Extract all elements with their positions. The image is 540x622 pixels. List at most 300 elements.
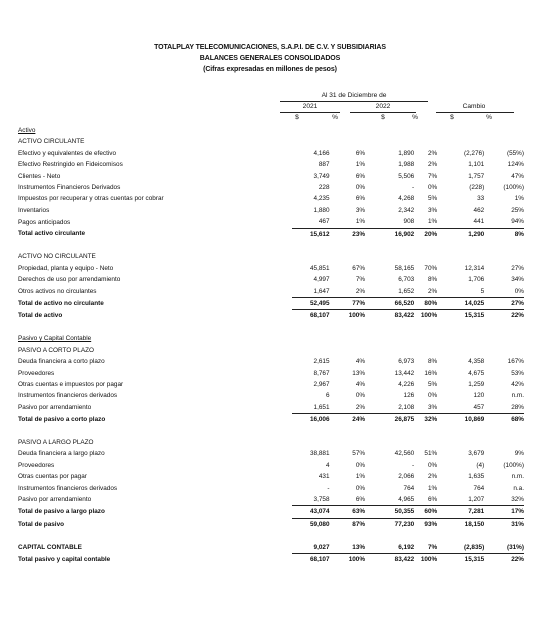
row-value: 42% (511, 380, 524, 388)
row-value (330, 333, 366, 344)
row-value: 12,314 (464, 264, 485, 272)
row-value: (228) (469, 184, 485, 192)
row-value: 1,706 (468, 276, 485, 284)
row-value: 1% (355, 473, 366, 481)
table-row (18, 228, 524, 240)
table-row (18, 460, 524, 471)
row-value: 83,422 (365, 310, 414, 322)
row-value (414, 437, 437, 448)
table-row (18, 368, 524, 379)
table-row (18, 216, 524, 228)
row-value: 6% (355, 172, 366, 180)
row-value: 1% (427, 218, 438, 226)
row-value (330, 426, 366, 437)
row-value: 2% (427, 473, 438, 481)
table-row (18, 125, 524, 136)
row-value (330, 322, 366, 333)
row-value (414, 345, 437, 356)
row-value (330, 125, 366, 136)
row-value: 7% (355, 276, 366, 284)
row-value: 20% (414, 228, 437, 240)
row-value: 7% (427, 172, 438, 180)
row-value (292, 240, 330, 251)
row-label: Proveedores (18, 461, 55, 469)
row-value: 8% (427, 358, 438, 366)
row-value (365, 426, 414, 437)
table-row (18, 274, 524, 285)
row-value: 45,851 (309, 264, 330, 272)
row-value: 94% (511, 218, 524, 226)
row-value: 4,268 (398, 195, 415, 203)
row-value: 0% (427, 184, 438, 192)
row-label: Total de activo (18, 312, 63, 320)
row-value: 60% (414, 506, 437, 518)
row-value: 0% (427, 461, 438, 469)
row-value: 0% (355, 484, 366, 492)
row-value (414, 333, 437, 344)
row-value: 4,358 (468, 358, 485, 366)
row-value: 6% (355, 149, 366, 157)
period-rule (280, 101, 428, 102)
row-value: 1,880 (313, 206, 330, 214)
row-label: Otros activos no circulantes (18, 287, 97, 295)
row-value: 16,902 (365, 228, 414, 240)
row-value: 70% (424, 264, 438, 272)
row-value: 0% (427, 392, 438, 400)
row-value: 1,757 (468, 172, 485, 180)
row-value: 1,290 (437, 228, 484, 240)
row-value: 5% (427, 195, 438, 203)
row-value: (2,276) (463, 149, 485, 157)
row-value: 47% (511, 172, 524, 180)
table-row (18, 310, 524, 322)
row-label: Otras cuentas por pagar (18, 473, 87, 481)
row-value: 59,080 (292, 518, 330, 530)
row-label: Propiedad, planta y equipo - Neto (18, 264, 114, 272)
row-value: 764 (403, 484, 415, 492)
table-row (18, 390, 524, 401)
row-value: 764 (473, 484, 485, 492)
row-value (437, 125, 484, 136)
row-value (330, 437, 366, 448)
row-value: (2,835) (463, 543, 485, 551)
row-value: 457 (473, 403, 485, 411)
row-label: Total de pasivo a corto plazo (18, 415, 106, 423)
row-value (437, 426, 484, 437)
row-value (330, 136, 366, 147)
table-row (18, 483, 524, 494)
row-value: 31% (484, 518, 524, 530)
row-value: 51% (424, 450, 438, 458)
row-value: 2% (427, 161, 438, 169)
row-label: Impuestos por recuperar y otras cuentas por cobrar (18, 195, 164, 203)
row-value: 38,881 (309, 450, 330, 458)
row-value: 1,647 (313, 287, 330, 295)
row-value: 77% (330, 298, 366, 310)
row-value: 908 (403, 218, 415, 226)
row-value (414, 251, 437, 262)
table-row (18, 333, 524, 344)
row-value: 66,520 (365, 298, 414, 310)
row-value: 16,006 (292, 414, 330, 426)
row-value (292, 251, 330, 262)
row-value: 6% (427, 495, 438, 503)
row-value: 1,101 (468, 161, 485, 169)
row-value: 462 (473, 206, 485, 214)
row-value (414, 530, 437, 541)
row-value: 25% (511, 206, 524, 214)
row-value (437, 240, 484, 251)
row-value: (55%) (506, 149, 524, 157)
company-title: TOTALPLAY TELECOMUNICACIONES, S.A.P.I. DE C.V. Y SUBSIDIARIAS (154, 44, 386, 51)
row-value (437, 530, 484, 541)
row-value: 4,166 (313, 149, 330, 157)
row-value: 1% (355, 161, 366, 169)
row-value: (4) (476, 461, 485, 469)
spacer-row (18, 530, 524, 541)
row-value: 13% (352, 543, 366, 551)
table-row (18, 414, 524, 426)
row-value: 10,869 (437, 414, 484, 426)
row-value (292, 322, 330, 333)
row-label (18, 240, 292, 251)
row-value (365, 322, 414, 333)
row-value: 2,108 (398, 403, 415, 411)
row-value: 87% (330, 518, 366, 530)
table-row (18, 136, 524, 147)
row-value (292, 136, 330, 147)
row-value (365, 345, 414, 356)
row-label: Efectivo Restringido en Fideicomisos (18, 161, 123, 169)
rule-2021 (280, 112, 340, 113)
row-value (292, 426, 330, 437)
year-2021-header: 2021 (302, 103, 318, 110)
table-row (18, 448, 524, 459)
row-value: 83,422 (365, 553, 414, 565)
row-value: 100% (414, 310, 437, 322)
row-value (365, 136, 414, 147)
statement-title: BALANCES GENERALES CONSOLIDADOS (199, 55, 341, 62)
row-value: 6% (355, 195, 366, 203)
row-value: 63% (330, 506, 366, 518)
row-value: n.m. (511, 473, 524, 481)
currency-note: (Cifras expresadas en millones de pesos) (203, 66, 337, 73)
row-label: Total de pasivo (18, 520, 65, 528)
row-value: 2,967 (313, 380, 330, 388)
table-row (18, 159, 524, 170)
row-value: 0% (514, 287, 524, 295)
row-value: 80% (414, 298, 437, 310)
row-label: Proveedores (18, 369, 55, 377)
table-row (18, 437, 524, 448)
row-value (484, 136, 524, 147)
row-value: 6 (325, 392, 330, 400)
table-row (18, 251, 524, 262)
row-value: 68% (484, 414, 524, 426)
row-value: 4,997 (313, 276, 330, 284)
row-value: 2% (355, 403, 366, 411)
row-value: 26,875 (365, 414, 414, 426)
spacer-row (18, 426, 524, 437)
row-value: 1,890 (398, 149, 415, 157)
row-value (414, 240, 437, 251)
row-value (484, 333, 524, 344)
row-value: 6,703 (398, 276, 415, 284)
row-value (330, 345, 366, 356)
row-value (365, 251, 414, 262)
row-value: 1,651 (313, 403, 330, 411)
row-value (437, 136, 484, 147)
row-label: Pasivo por arrendamiento (18, 403, 92, 411)
row-label: Instrumentos financieros derivados (18, 392, 118, 400)
period-header: Al 31 de Diciembre de (321, 92, 387, 99)
row-value (292, 125, 330, 136)
row-value: - (327, 484, 330, 492)
row-value: 0% (355, 392, 366, 400)
row-value: 1,635 (468, 473, 485, 481)
row-value: 2,615 (313, 358, 330, 366)
row-value: 27% (511, 264, 524, 272)
row-value: 0% (355, 184, 366, 192)
row-label: Total activo circulante (18, 230, 86, 238)
rule-2022 (350, 112, 416, 113)
row-label: ACTIVO NO CIRCULANTE (18, 253, 96, 261)
row-label: PASIVO A LARGO PLAZO (18, 438, 94, 446)
row-value: 6,973 (398, 358, 415, 366)
row-value: 124% (507, 161, 524, 169)
row-label: Clientes - Neto (18, 172, 61, 180)
row-value: 9% (514, 450, 524, 458)
row-value (330, 251, 366, 262)
unit-2021-amount: $ (295, 114, 299, 121)
table-row (18, 148, 524, 159)
row-value: 1,207 (468, 495, 485, 503)
spacer-row (18, 322, 524, 333)
row-value: 5 (480, 287, 485, 295)
row-value: 33 (477, 195, 485, 203)
row-value: 13% (352, 369, 366, 377)
row-label: ACTIVO CIRCULANTE (18, 138, 85, 146)
row-value (330, 240, 366, 251)
row-value: 2,342 (398, 206, 415, 214)
balance-table (18, 125, 524, 565)
table-row (18, 171, 524, 182)
row-label: Inventarios (18, 206, 50, 214)
row-value: 67% (352, 264, 366, 272)
row-value: 441 (473, 218, 485, 226)
row-value: 18,150 (437, 518, 484, 530)
row-value (437, 251, 484, 262)
row-value: 6,192 (398, 543, 415, 551)
row-value: 15,315 (437, 553, 484, 565)
row-value: 2% (427, 287, 438, 295)
row-value: 0% (355, 461, 366, 469)
row-value: 1% (355, 218, 366, 226)
row-value: 22% (484, 553, 524, 565)
row-value (437, 322, 484, 333)
row-value (484, 345, 524, 356)
row-value: 120 (473, 392, 485, 400)
row-value: 77,230 (365, 518, 414, 530)
row-label: Pasivo por arrendamiento (18, 496, 92, 504)
row-value (484, 125, 524, 136)
table-row (18, 506, 524, 518)
row-value: 2% (427, 149, 438, 157)
unit-2021-pct: % (332, 114, 338, 121)
row-value: 9,027 (313, 543, 330, 551)
row-value: 887 (318, 161, 330, 169)
unit-2022-amount: $ (381, 114, 385, 121)
row-value (292, 345, 330, 356)
row-value: 1,259 (468, 380, 485, 388)
row-value: 3% (355, 206, 366, 214)
row-value (437, 333, 484, 344)
row-value: 7% (427, 543, 438, 551)
row-value: 4,965 (398, 495, 415, 503)
row-label: Efectivo y equivalentes de efectivo (18, 149, 117, 157)
row-value: 17% (484, 506, 524, 518)
row-value: 13,442 (394, 369, 415, 377)
row-value: 34% (511, 276, 524, 284)
row-value: 24% (330, 414, 366, 426)
row-label (18, 426, 292, 437)
row-value: 68,107 (292, 310, 330, 322)
table-row (18, 494, 524, 506)
row-label: Deuda financiera a corto plazo (18, 358, 105, 366)
row-value (365, 437, 414, 448)
row-value (484, 240, 524, 251)
row-value: 4 (325, 461, 330, 469)
table-row (18, 553, 524, 565)
row-value (437, 345, 484, 356)
row-value (484, 426, 524, 437)
unit-change-pct: % (486, 114, 492, 121)
row-label: Total de pasivo a largo plazo (18, 508, 105, 516)
row-value: 4,675 (468, 369, 485, 377)
row-value: 15,612 (292, 228, 330, 240)
table-row (18, 379, 524, 390)
row-value: (100%) (503, 184, 524, 192)
row-value: 467 (318, 218, 330, 226)
year-2022-header: 2022 (375, 103, 391, 110)
row-value: 43,074 (292, 506, 330, 518)
row-label: Derechos de uso por arrendamiento (18, 276, 121, 284)
row-value: 4% (355, 358, 366, 366)
row-value: 3,749 (313, 172, 330, 180)
row-value: 50,355 (365, 506, 414, 518)
spacer-row (18, 240, 524, 251)
row-value: 27% (484, 298, 524, 310)
row-value: 7,281 (437, 506, 484, 518)
row-value (292, 437, 330, 448)
table-row (18, 542, 524, 554)
row-value: 1% (514, 195, 524, 203)
row-value (414, 322, 437, 333)
row-label: Activo (18, 127, 36, 134)
row-value: 100% (330, 553, 366, 565)
row-value: 126 (403, 392, 415, 400)
row-value (365, 125, 414, 136)
row-value: 16% (424, 369, 438, 377)
row-label: Total pasivo y capital contable (18, 555, 111, 563)
row-value (330, 530, 366, 541)
row-value: 1% (427, 484, 438, 492)
row-value: 14,025 (437, 298, 484, 310)
row-value (484, 251, 524, 262)
row-value: 8% (484, 228, 524, 240)
row-value: 4,235 (313, 195, 330, 203)
table-row (18, 345, 524, 356)
row-value: (31%) (506, 543, 524, 551)
row-label: Pasivo y Capital Contable (18, 335, 92, 343)
table-row (18, 193, 524, 204)
row-label: Pagos anticipados (18, 218, 71, 226)
row-label: Otras cuentas e impuestos por pagar (18, 380, 124, 388)
rule-change (436, 112, 514, 113)
row-label: Deuda financiera a largo plazo (18, 450, 105, 458)
row-value: 15,315 (437, 310, 484, 322)
row-value: 4% (355, 380, 366, 388)
row-value (365, 530, 414, 541)
row-value (437, 437, 484, 448)
row-label: Instrumentos financieros derivados (18, 484, 118, 492)
table-row (18, 356, 524, 367)
row-value (414, 136, 437, 147)
row-value: n.a. (513, 484, 524, 492)
row-value (292, 530, 330, 541)
row-value: 22% (484, 310, 524, 322)
row-value: 23% (330, 228, 366, 240)
row-value: - (412, 461, 415, 469)
row-value: 4,226 (398, 380, 415, 388)
row-value: 1,652 (398, 287, 415, 295)
row-value: 57% (352, 450, 366, 458)
row-label (18, 322, 292, 333)
row-value: 5% (427, 380, 438, 388)
row-label: CAPITAL CONTABLE (18, 543, 82, 551)
table-row (18, 518, 524, 530)
change-header: Cambio (462, 103, 486, 110)
row-value (414, 426, 437, 437)
row-value: 32% (511, 495, 524, 503)
table-row (18, 263, 524, 274)
row-value (484, 322, 524, 333)
row-value: 431 (318, 473, 330, 481)
row-value (484, 437, 524, 448)
row-value (484, 530, 524, 541)
row-value: 1,988 (398, 161, 415, 169)
row-value (414, 125, 437, 136)
row-value: n.m. (511, 392, 524, 400)
row-value: - (412, 184, 415, 192)
row-value: 167% (507, 358, 524, 366)
unit-2022-pct: % (412, 114, 418, 121)
row-value (292, 333, 330, 344)
row-value: 52,495 (292, 298, 330, 310)
row-value: 2% (355, 287, 366, 295)
table-row (18, 205, 524, 216)
row-label: Total de activo no circulante (18, 300, 104, 308)
table-row (18, 402, 524, 414)
row-value: 100% (330, 310, 366, 322)
row-value: 228 (318, 184, 330, 192)
table-row (18, 286, 524, 298)
row-value: 3,758 (313, 495, 330, 503)
row-value: 93% (414, 518, 437, 530)
row-label (18, 530, 292, 541)
row-label: PASIVO A CORTO PLAZO (18, 346, 95, 354)
row-value: (100%) (503, 461, 524, 469)
